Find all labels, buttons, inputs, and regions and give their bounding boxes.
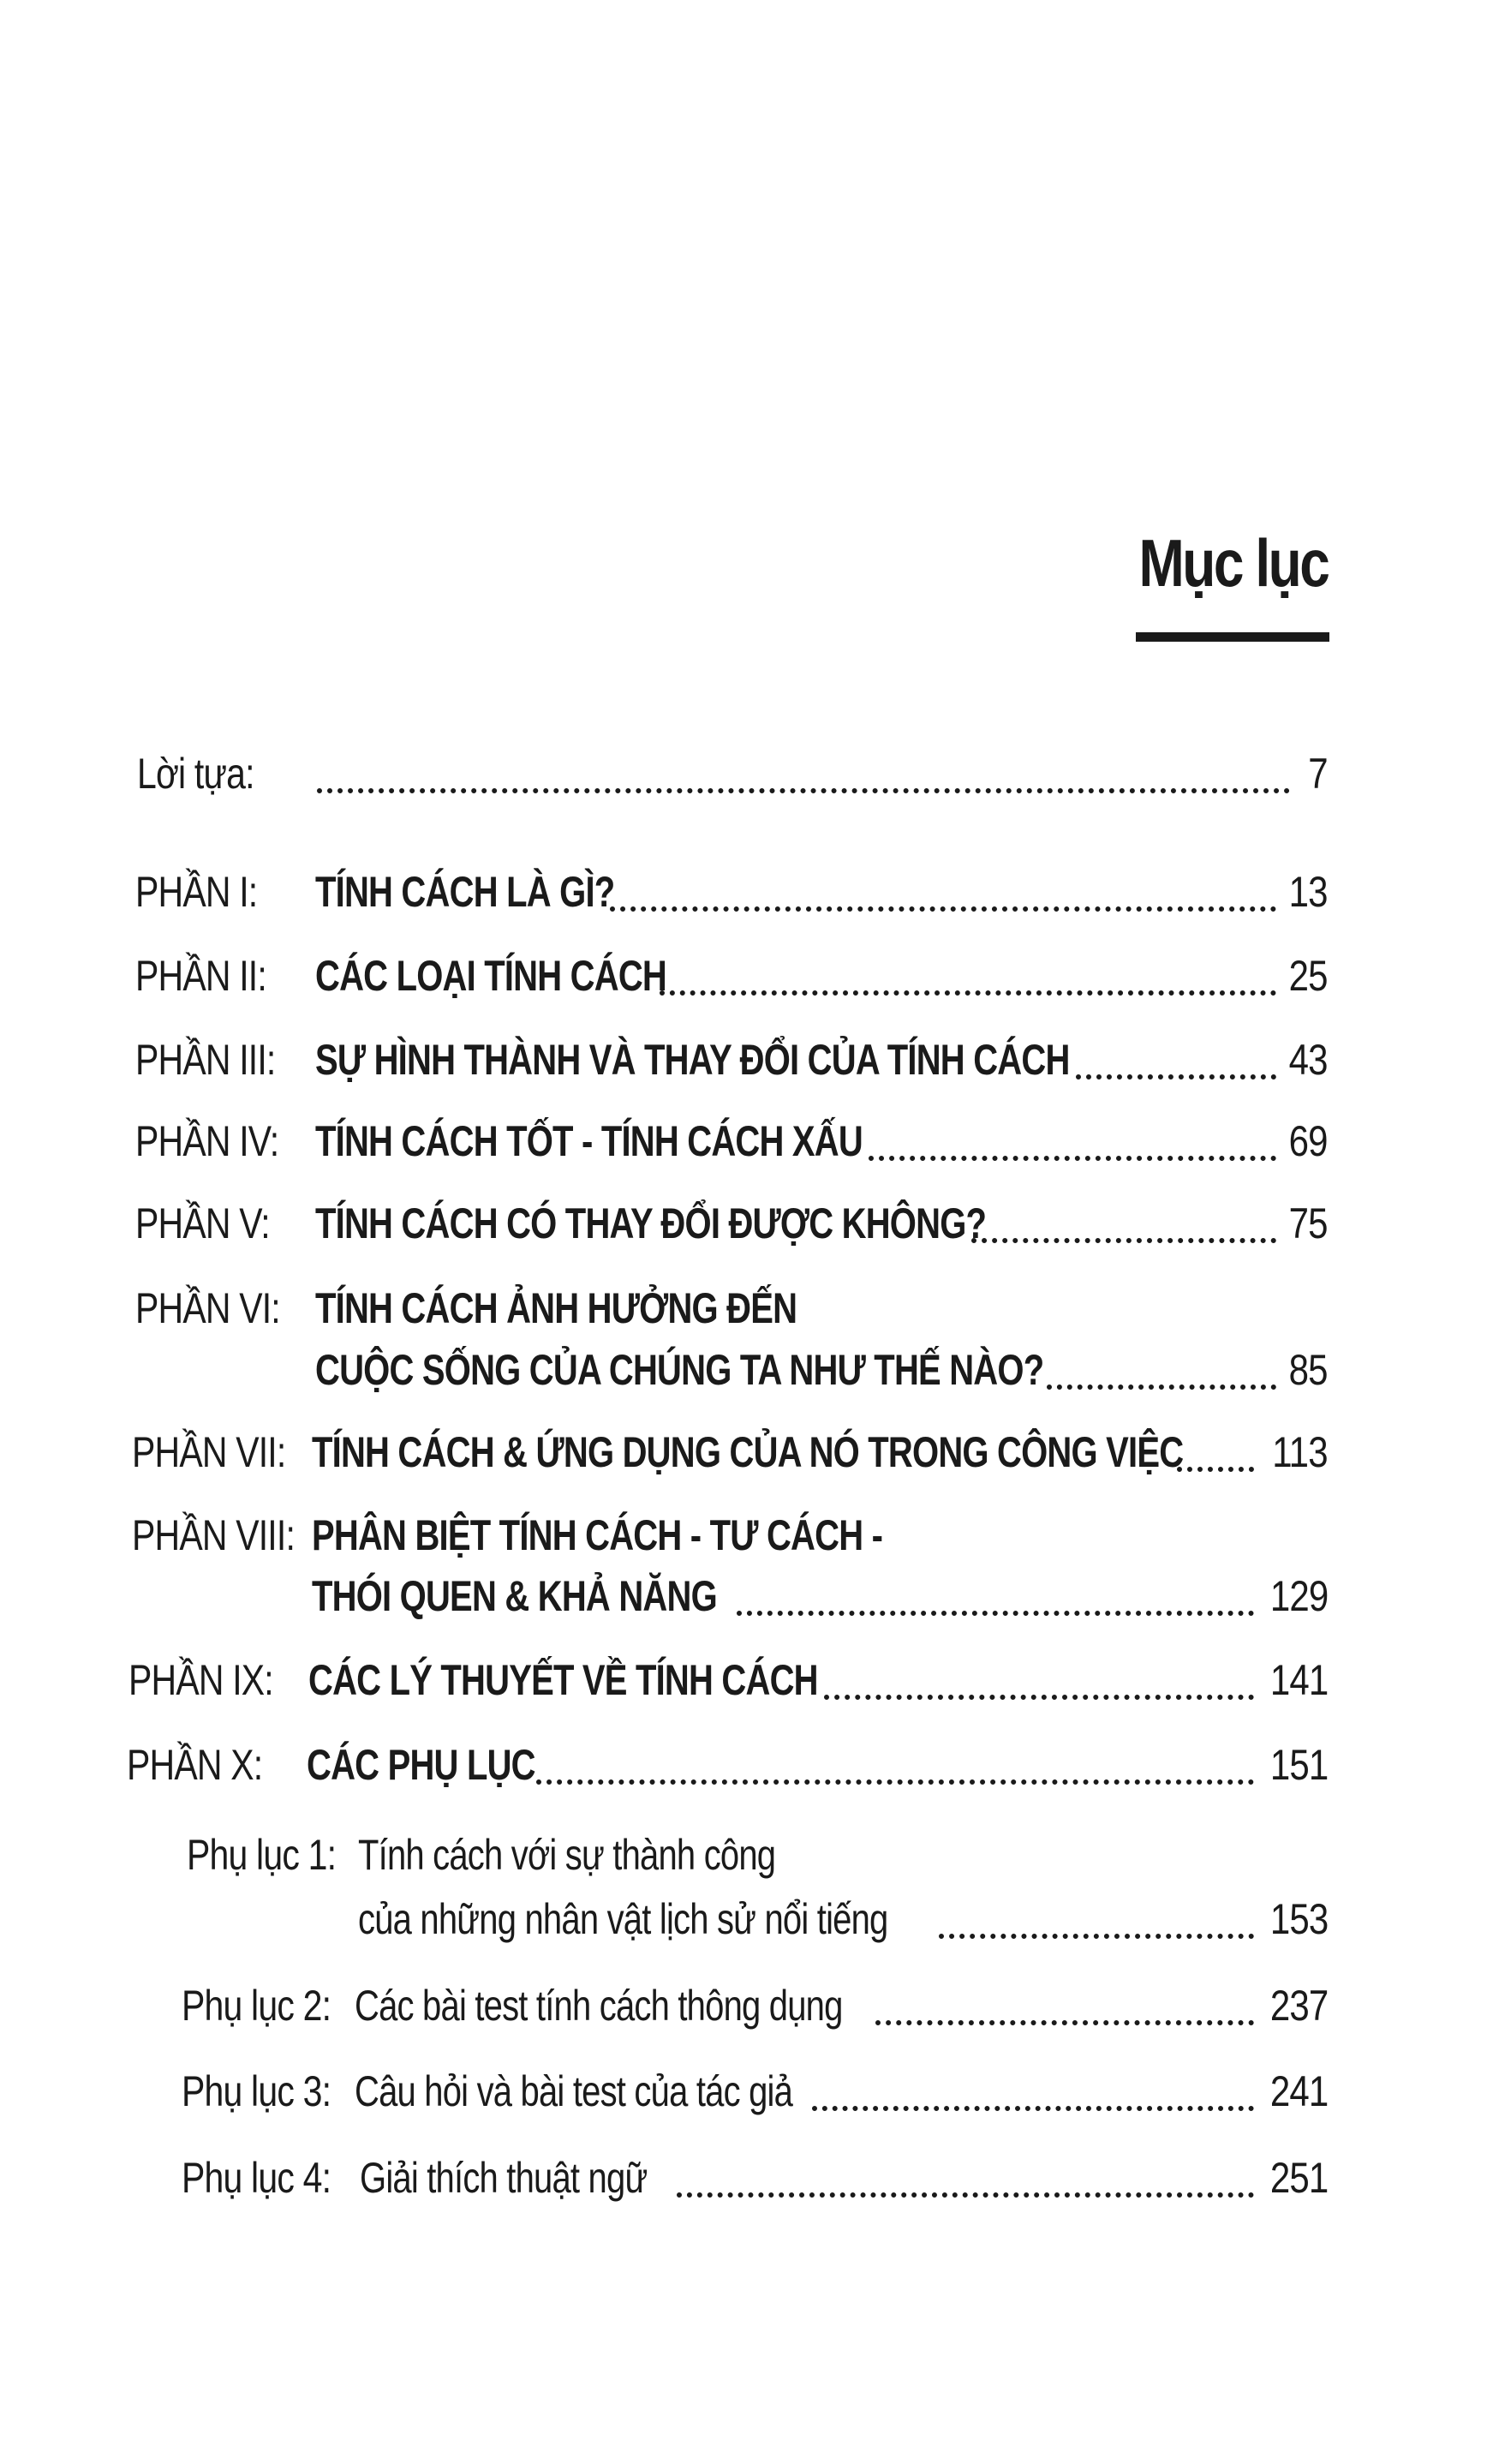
entry-page-number: 13	[1288, 868, 1328, 916]
entry-label: PHẦN IX:	[128, 1656, 273, 1704]
dot-leader	[1076, 1074, 1276, 1079]
entry-title: CÁC LÝ THUYẾT VỀ TÍNH CÁCH	[308, 1656, 818, 1704]
entry-page-number: 237	[1269, 1982, 1328, 2030]
toc-entry-appendix-2	[0, 1976, 1487, 2036]
toc-entry-part-4	[0, 1111, 1487, 1171]
entry-label: Phụ lục 3:	[182, 2067, 331, 2115]
entry-title-line-2: của những nhân vật lịch sử nổi tiếng	[358, 1895, 888, 1943]
entry-page-number: 113	[1272, 1428, 1328, 1476]
entry-page-number: 129	[1269, 1572, 1328, 1620]
entry-label: PHẦN III:	[135, 1036, 276, 1084]
toc-entry-part-9	[0, 1650, 1487, 1710]
entry-label: Phụ lục 4:	[182, 2154, 331, 2202]
toc-entry-part-8-continued	[0, 1566, 1487, 1626]
entry-title: Câu hỏi và bài test của tác giả	[355, 2067, 793, 2115]
toc-entry-preface	[0, 744, 1487, 804]
entry-title: TÍNH CÁCH LÀ GÌ?	[315, 868, 615, 916]
toc-entry-appendix-3	[0, 2061, 1487, 2121]
entry-page-number: 25	[1288, 952, 1328, 1000]
entry-page-number: 151	[1269, 1741, 1328, 1789]
toc-entry-part-6	[0, 1278, 1487, 1338]
entry-label: PHẦN V:	[135, 1199, 270, 1247]
entry-label: PHẦN IV:	[135, 1117, 279, 1165]
entry-title-line-1: Tính cách với sự thành công	[358, 1831, 776, 1879]
toc-entry-part-1	[0, 862, 1487, 922]
entry-title: SỰ HÌNH THÀNH VÀ THAY ĐỔI CỦA TÍNH CÁCH	[315, 1036, 1070, 1084]
entry-title-line-1: PHÂN BIỆT TÍNH CÁCH - TƯ CÁCH -	[312, 1511, 883, 1559]
entry-page-number: 43	[1288, 1036, 1328, 1084]
dot-leader	[1177, 1467, 1254, 1472]
toc-entry-part-6-continued	[0, 1340, 1487, 1400]
dot-leader	[610, 906, 1276, 912]
entry-title: TÍNH CÁCH TỐT - TÍNH CÁCH XẤU	[315, 1117, 863, 1165]
entry-page-number: 85	[1288, 1346, 1328, 1394]
entry-label: PHẦN VIII:	[132, 1511, 296, 1559]
title-underline	[1136, 632, 1329, 642]
entry-title-line-2: THÓI QUEN & KHẢ NĂNG	[312, 1572, 717, 1620]
dot-leader	[971, 1238, 1276, 1243]
entry-title: CÁC PHỤ LỤC	[307, 1741, 535, 1789]
toc-entry-appendix-1-continued	[0, 1889, 1487, 1949]
entry-title: CÁC LOẠI TÍNH CÁCH	[315, 952, 667, 1000]
dot-leader	[812, 2106, 1254, 2111]
entry-title: Các bài test tính cách thông dụng	[355, 1982, 843, 2030]
entry-page-number: 153	[1269, 1895, 1328, 1943]
toc-entry-part-2	[0, 946, 1487, 1006]
toc-entry-part-7	[0, 1422, 1487, 1482]
entry-label: PHẦN VI:	[135, 1284, 280, 1332]
toc-entry-appendix-4	[0, 2148, 1487, 2208]
entry-page-number: 69	[1288, 1117, 1328, 1165]
entry-page-number: 241	[1269, 2067, 1328, 2115]
entry-title: Giải thích thuật ngữ	[360, 2154, 648, 2202]
toc-entry-part-10	[0, 1735, 1487, 1795]
dot-leader	[869, 1156, 1276, 1161]
dot-leader	[737, 1611, 1254, 1616]
entry-title: TÍNH CÁCH CÓ THAY ĐỔI ĐƯỢC KHÔNG?	[315, 1199, 987, 1247]
entry-title-line-2: CUỘC SỐNG CỦA CHÚNG TA NHƯ THẾ NÀO?	[315, 1346, 1044, 1394]
entry-label: PHẦN I:	[135, 868, 258, 916]
dot-leader	[660, 990, 1276, 996]
entry-label: PHẦN VII:	[132, 1428, 286, 1476]
dot-leader	[875, 2020, 1254, 2025]
dot-leader	[317, 788, 1290, 793]
entry-title-line-1: TÍNH CÁCH ẢNH HƯỞNG ĐẾN	[315, 1284, 797, 1332]
dot-leader	[677, 2192, 1254, 2198]
entry-label: Phụ lục 1:	[187, 1831, 337, 1879]
entry-label: PHẦN X:	[127, 1741, 263, 1789]
entry-page-number: 141	[1269, 1656, 1328, 1704]
entry-label: Phụ lục 2:	[182, 1982, 331, 2030]
dot-leader	[536, 1779, 1254, 1785]
entry-label: PHẦN II:	[135, 952, 266, 1000]
dot-leader	[824, 1695, 1254, 1700]
entry-title: TÍNH CÁCH & ỨNG DỤNG CỦA NÓ TRONG CÔNG VIỆC	[312, 1428, 1184, 1476]
dot-leader	[939, 1934, 1254, 1939]
toc-title: Mục lục	[1138, 525, 1328, 601]
toc-entry-appendix-1	[0, 1825, 1487, 1885]
toc-entry-part-8	[0, 1505, 1487, 1565]
toc-entry-part-3	[0, 1030, 1487, 1090]
toc-entry-part-5	[0, 1193, 1487, 1253]
entry-label: Lời tựa:	[137, 750, 254, 798]
dot-leader	[1047, 1385, 1276, 1390]
entry-page-number: 75	[1288, 1199, 1328, 1247]
entry-page-number: 251	[1269, 2154, 1328, 2202]
entry-page-number: 7	[1308, 750, 1328, 798]
